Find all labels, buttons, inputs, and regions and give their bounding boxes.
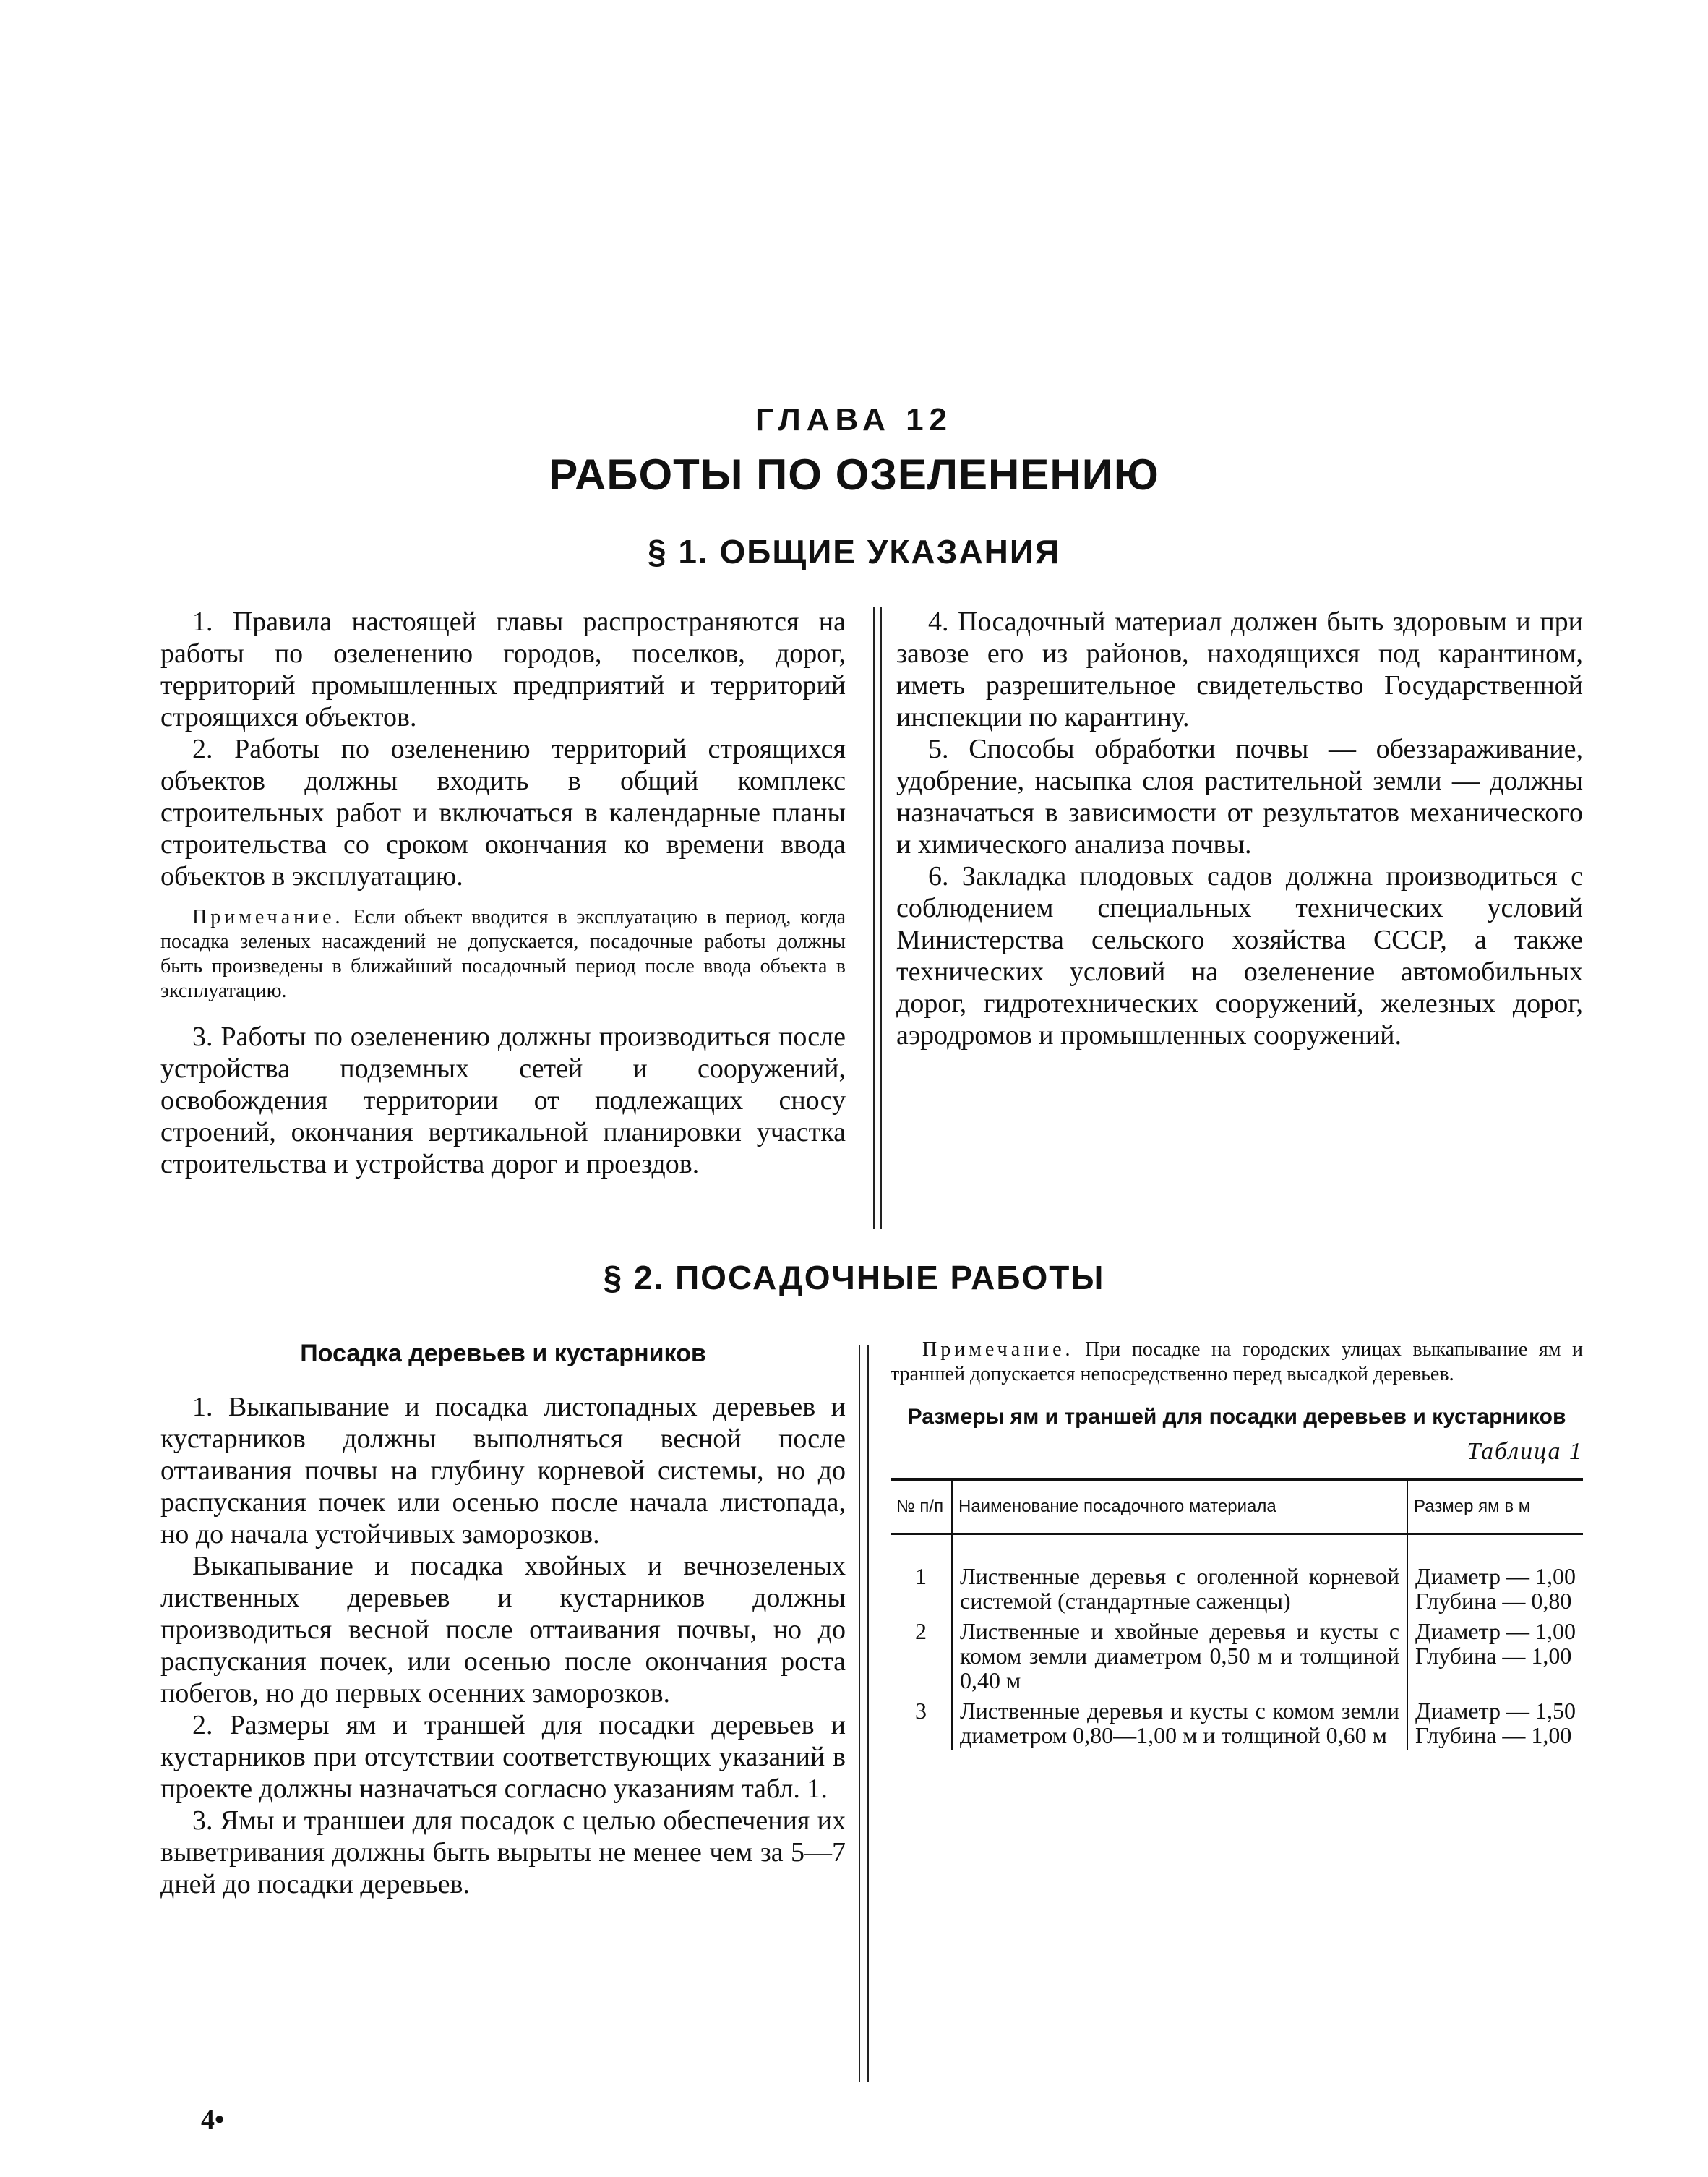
chapter-title: РАБОТЫ ПО ОЗЕЛЕНЕНИЮ [549, 450, 1159, 499]
chapter-number: ГЛАВА 12 [755, 402, 953, 437]
note-2 [891, 1338, 1583, 1387]
row-diameter: Диаметр — 1,00 [1415, 1563, 1576, 1589]
row-depth: Глубина — 1,00 [1415, 1643, 1572, 1669]
page-number: 4• [201, 2105, 225, 2135]
subsection-heading: Посадка деревьев и кустарников [300, 1340, 706, 1367]
paragraph-2-1b: Выкапывание и посадка хвойных и вечнозеленых лиственных деревьев и кустарников должны производиться весной после оттаивания почвы, но до распускания почек, или осенью после окончания роста побегов, но до первых осенних заморозков. [160, 1551, 846, 1708]
column-divider-2b [867, 1345, 869, 2082]
row-depth: Глубина — 1,00 [1415, 1722, 1572, 1748]
section-2-right-column [891, 1338, 1583, 1750]
note-2-text: При посадке на городских улицах выкапывание ям и траншей допускается непосредственно перед высадкой деревьев. [891, 1338, 1583, 1385]
row-depth: Глубина — 0,80 [1415, 1588, 1572, 1614]
table-row [891, 1534, 1583, 1617]
section-1-left-column [160, 606, 846, 1180]
paragraph-5: 5. Способы обработки почвы — обеззараживание, удобрение, насыпка слоя растительной земли — должны назначаться в зависимости от результатов механического и химического анализа почвы. [896, 734, 1583, 860]
row-material: Лиственные и хвойные деревья и кусты с комом земли диаметром 0,50 м и толщиной 0,40 м [952, 1616, 1407, 1695]
section-2-left-column [160, 1338, 846, 1900]
row-size [1407, 1534, 1583, 1617]
note-1-text: Если объект вводится в эксплуатацию в период, когда посадка зеленых насаждений не допускается, посадочные работы должны быть произведены в ближайший посадочный период после ввода объекта в эксплуатацию. [160, 906, 846, 1002]
table-label: Таблица 1 [1467, 1438, 1583, 1465]
row-material: Лиственные деревья и кусты с комом земли диаметром 0,80—1,00 м и толщиной 0,60 м [952, 1695, 1407, 1750]
row-diameter: Диаметр — 1,00 [1415, 1618, 1576, 1644]
note-1-label: Примечание. [192, 906, 344, 928]
table-header-row [891, 1479, 1583, 1534]
header-number: № п/п [891, 1479, 952, 1534]
row-size [1407, 1616, 1583, 1695]
section-1-heading: § 1. ОБЩИЕ УКАЗАНИЯ [647, 533, 1061, 570]
row-number: 2 [915, 1618, 927, 1644]
note-1 [160, 905, 846, 1004]
table-row [891, 1695, 1583, 1750]
section-1-right-column [896, 606, 1583, 1051]
planting-pits-table [891, 1478, 1583, 1750]
column-divider-2a [859, 1345, 860, 2082]
row-material: Лиственные деревья с оголенной корневой системой (стандартные саженцы) [952, 1534, 1407, 1617]
column-divider-1a [873, 607, 875, 1229]
paragraph-3: 3. Работы по озеленению должны производиться после устройства подземных сетей и сооружений, освобождения территории от подлежащих сносу строений, окончания вертикальной планировки участка строительства и устройства дорог и проездов. [160, 1022, 846, 1179]
paragraph-2-1: 1. Выкапывание и посадка листопадных деревьев и кустарников должны выполняться весной после оттаивания почвы на глубину корневой системы, но до распускания почек или осенью после начала листопада, но до начала устойчивых заморозков. [160, 1392, 846, 1549]
note-2-label: Примечание. [922, 1338, 1074, 1361]
table-caption: Размеры ям и траншей для посадки деревьев и кустарников [907, 1405, 1566, 1429]
section-2-heading: § 2. ПОСАДОЧНЫЕ РАБОТЫ [603, 1259, 1105, 1296]
paragraph-6: 6. Закладка плодовых садов должна производиться с соблюдением специальных технических условий Министерства сельского хозяйства СССР, а также технических условий на озеленение автомобильных дорог, гидротехнических сооружений, железных дорог, аэродромов и промышленных сооружений. [896, 861, 1583, 1051]
header-material: Наименование посадочного материала [952, 1479, 1407, 1534]
header-size: Размер ям в м [1407, 1479, 1583, 1534]
paragraph-4: 4. Посадочный материал должен быть здоровым и при завозе его из районов, находящихся под карантином, иметь разрешительное свидетельство Государственной инспекции по карантину. [896, 607, 1583, 732]
row-size [1407, 1695, 1583, 1750]
paragraph-2-3: 3. Ямы и траншеи для посадок с целью обеспечения их выветривания должны быть вырыты не менее чем за 5—7 дней до посадки деревьев. [160, 1805, 846, 1899]
row-number: 1 [915, 1563, 927, 1589]
row-diameter: Диаметр — 1,50 [1415, 1698, 1576, 1724]
row-number: 3 [915, 1698, 927, 1724]
paragraph-2-2: 2. Размеры ям и траншей для посадки деревьев и кустарников при отсутствии соответствующих указаний в проекте должны назначаться согласно указаниям табл. 1. [160, 1710, 846, 1804]
table-row [891, 1616, 1583, 1695]
paragraph-2: 2. Работы по озеленению территорий строящихся объектов должны входить в общий комплекс строительных работ и включаться в календарные планы строительства со сроком окончания ко времени ввода объектов в эксплуатацию. [160, 734, 846, 891]
column-divider-1b [880, 607, 882, 1229]
paragraph-1: 1. Правила настоящей главы распространяются на работы по озеленению городов, поселков, дорог, территорий промышленных предприятий и территорий строящихся объектов. [160, 607, 846, 732]
